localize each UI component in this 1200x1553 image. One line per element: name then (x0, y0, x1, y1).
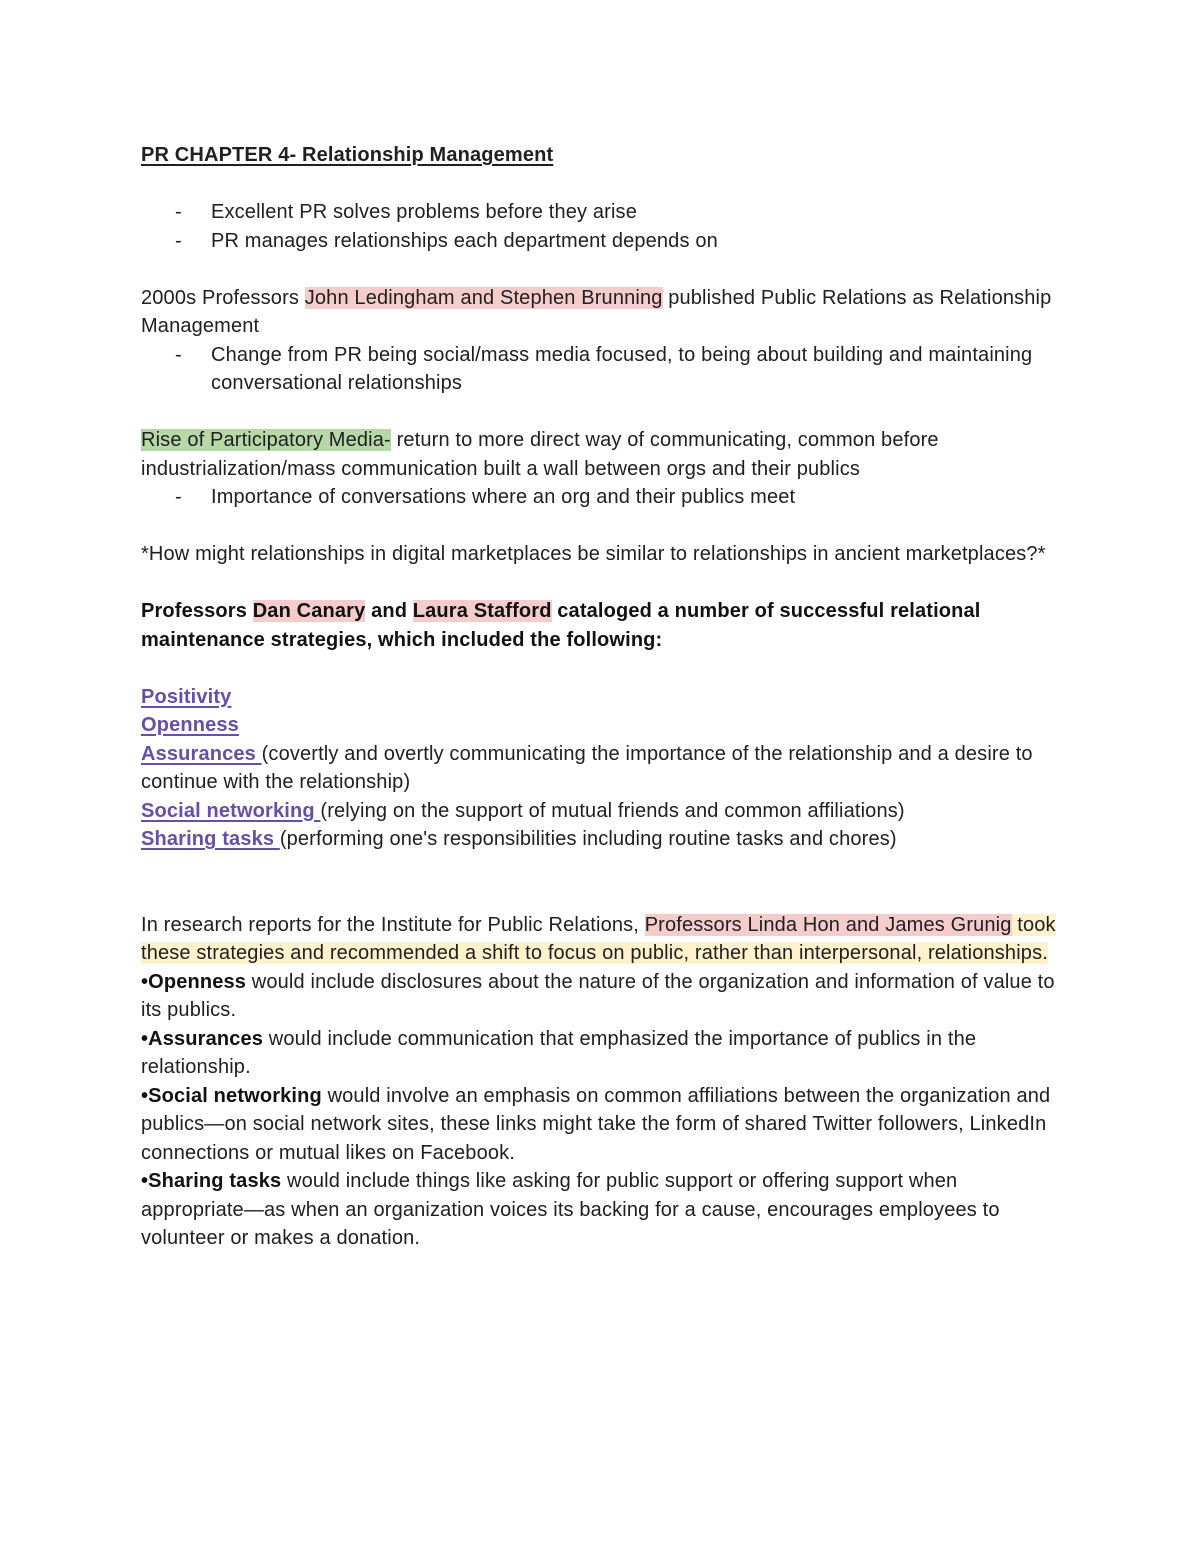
highlighted-names: John Ledingham and Stephen Brunning (304, 286, 663, 309)
list-item: - Importance of conversations where an org and their publics meet (141, 483, 1061, 512)
question-paragraph: *How might relationships in digital marketplaces be similar to relationships in ancient marketplaces?* (141, 543, 1046, 565)
strategy-link-positivity[interactable]: Positivity (141, 685, 232, 708)
participatory-media-paragraph: Rise of Participatory Media- return to more direct way of communicating, common before industrialization/mass communication built a wall between orgs and their publics (141, 429, 939, 480)
strategy-link-sharing-tasks[interactable]: Sharing tasks (141, 828, 280, 850)
page-title: PR CHAPTER 4- Relationship Management (141, 144, 554, 166)
public-strategy-item: •Assurances would include communication that emphasized the importance of publics in the relationship. (141, 1027, 977, 1078)
strategy-item: Assurances (covertly and overtly communicating the importance of the relationship and a desire to continue with the relationship) (141, 742, 1033, 793)
highlighted-names: Professors Linda Hon and James Grunig (644, 913, 1012, 936)
strategy-item: Sharing tasks (performing one's responsibilities including routine tasks and chores) (141, 828, 897, 850)
document-body (141, 141, 1061, 1253)
strategy-link-social-networking[interactable]: Social networking (141, 799, 321, 822)
strategy-link-openness[interactable]: Openness (141, 714, 239, 736)
list-item: - Change from PR being social/mass media focused, to being about building and maintaining conversational relationships (141, 341, 1061, 398)
strategy-item (141, 711, 1061, 740)
strategies-list (141, 683, 1061, 854)
public-strategies-list (141, 968, 1061, 1253)
list-item: - PR manages relationships each department depends on (141, 227, 1061, 256)
public-strategy-item: •Social networking would involve an emphasis on common affiliations between the organization and publics—on social network sites, these links might take the form of shared Twitter followers, LinkedIn connections or mutual likes on Facebook. (141, 1084, 1051, 1164)
highlighted-name: Dan Canary (252, 600, 366, 622)
ledingham-paragraph: 2000s Professors John Ledingham and Stephen Brunning published Public Relations as Relationship Management (141, 286, 1052, 337)
strategy-link-assurances[interactable]: Assurances (141, 742, 262, 765)
canary-stafford-paragraph: Professors Dan Canary and Laura Stafford cataloged a number of successful relational maintenance strategies, which included the following: (141, 600, 981, 651)
participatory-list (141, 483, 1061, 512)
highlighted-term: Rise of Participatory Media- (141, 429, 391, 451)
public-strategy-item: •Sharing tasks would include things like asking for public support or offering support when appropriate—as when an organization voices its backing for a cause, encourages employees to volunteer or makes a donation. (141, 1170, 1000, 1249)
intro-list (141, 198, 1061, 255)
hon-grunig-paragraph: In research reports for the Institute for Public Relations, Professors Linda Hon and James Grunig took these strategies and recommended a shift to focus on public, rather than interpersonal, relationships. (141, 913, 1056, 964)
list-item: - Excellent PR solves problems before they arise (141, 198, 1061, 227)
strategy-item: Social networking (relying on the support of mutual friends and common affiliations) (141, 799, 905, 822)
public-strategy-item: •Openness would include disclosures about the nature of the organization and information of value to its publics. (141, 970, 1055, 1021)
highlighted-name: Laura Stafford (412, 600, 552, 622)
highlighted-sentence: took these strategies and recommended a shift to focus on public, rather than interpersonal, relationships. (141, 913, 1056, 964)
strategy-item (141, 683, 1061, 712)
ledingham-list (141, 341, 1061, 398)
